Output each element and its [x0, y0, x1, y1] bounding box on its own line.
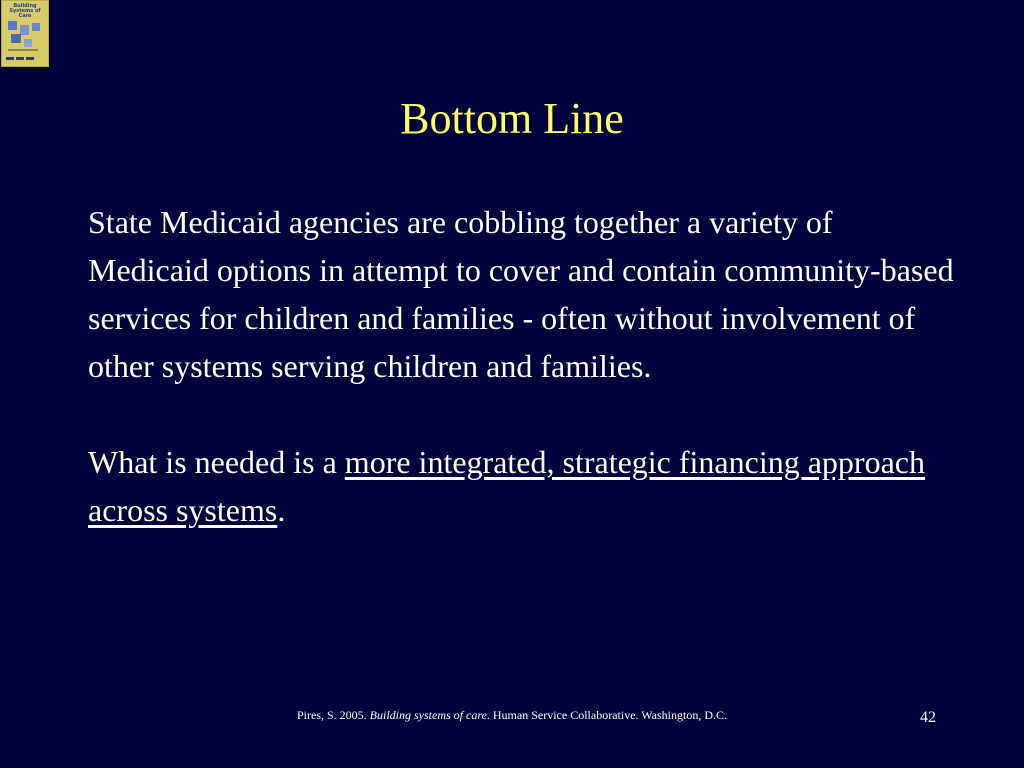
svg-text:Building: Building: [13, 3, 37, 9]
page-number: 42: [920, 709, 936, 726]
citation-prefix: Pires, S. 2005.: [296, 708, 370, 722]
svg-text:Care: Care: [18, 13, 32, 19]
svg-text:Systems of: Systems of: [9, 8, 41, 14]
slide-title: Bottom Line: [400, 94, 624, 143]
paragraph-2-prefix: What is needed is a: [88, 444, 345, 480]
citation: [0, 707, 1024, 723]
body-paragraph-1: State Medicaid agencies are cobbling together a variety of Medicaid options in attempt to cover and contain community-based services for children and families - often without involvement of other systems serving children and families.: [88, 204, 954, 384]
integrated-financing-link: more integrated, strategic financing approach across systems: [88, 444, 925, 528]
citation-suffix: . Human Service Collaborative. Washington, D.C.: [486, 708, 727, 722]
citation-title: Building systems of care: [369, 708, 487, 722]
book-cover-logo: [1, 0, 49, 67]
paragraph-2-suffix: .: [277, 492, 286, 528]
body-paragraph-2: [88, 438, 958, 534]
book-cover-icon: [2, 1, 48, 66]
slide-body: [88, 198, 958, 534]
